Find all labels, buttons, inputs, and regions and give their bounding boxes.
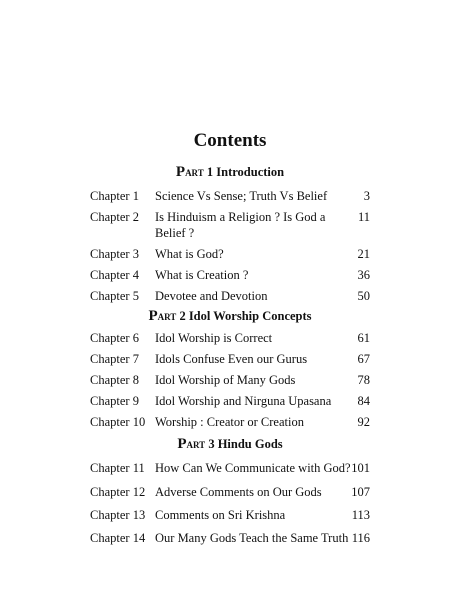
chapter-title: Worship : Creator or Creation [155,415,304,429]
page-number: 36 [357,268,370,282]
page-number: 113 [351,508,370,522]
chapter-number: Chapter 5 [90,289,139,303]
part-word: art [186,437,206,451]
page-number: 116 [351,531,370,545]
chapter-title: Devotee and Devotion [155,289,268,303]
part-label: 3 Hindu Gods [208,437,283,451]
chapter-number: Chapter 7 [90,352,139,366]
part-heading-2 [0,308,460,325]
page-number: 61 [357,331,370,345]
part-heading-1 [0,164,460,181]
chapter-title: Our Many Gods Teach the Same Truth [155,531,349,545]
chapter-title: Science Vs Sense; Truth Vs Belief [155,189,328,203]
chapter-title: Idols Confuse Even our Gurus [155,352,308,366]
chapter-number: Chapter 14 [90,531,146,545]
part-label: 2 Idol Worship Concepts [179,309,312,323]
chapter-title: Idol Worship of Many Gods [155,373,296,387]
chapter-number: Chapter 8 [90,373,139,387]
chapter-title: What is God? [155,247,224,261]
part-heading-3 [0,436,460,453]
chapter-number: Chapter 12 [90,485,146,499]
chapter-number: Chapter 13 [90,508,146,522]
page-number: 107 [351,485,370,499]
chapter-title: Idol Worship is Correct [155,331,273,345]
chapter-number: Chapter 4 [90,268,139,282]
chapter-number: Chapter 11 [90,461,145,475]
part-initial: P [177,436,187,452]
chapter-title: Comments on Sri Krishna [155,508,286,522]
chapter-number: Chapter 2 [90,210,139,224]
page-number: 78 [357,373,370,387]
page-title: Contents [193,130,267,151]
page-number: 50 [357,289,370,303]
page-number: 11 [357,210,370,224]
chapter-number: Chapter 10 [90,415,146,429]
page-number: 67 [357,352,370,366]
chapter-number: Chapter 9 [90,394,139,408]
chapter-title: Adverse Comments on Our Gods [155,485,322,499]
chapter-title: How Can We Communicate with God? [155,461,351,475]
page-number: 21 [357,247,370,261]
chapter-number: Chapter 1 [90,189,139,203]
page-number: 84 [357,394,370,408]
chapter-number: Chapter 3 [90,247,139,261]
part-word: art [157,309,177,323]
page-number: 101 [351,461,370,475]
chapter-title: Is Hinduism a Religion ? Is God a Belief ? [155,210,326,240]
page-number: 92 [357,415,370,429]
chapter-title: What is Creation ? [155,268,249,282]
part-word: art [185,165,204,179]
part-initial: P [175,164,186,180]
part-label: 1 Introduction [206,165,285,179]
chapter-title: Idol Worship and Nirguna Upasana [155,394,332,408]
chapter-number: Chapter 6 [90,331,139,345]
part-initial: P [148,308,158,324]
page-number: 3 [363,189,370,203]
